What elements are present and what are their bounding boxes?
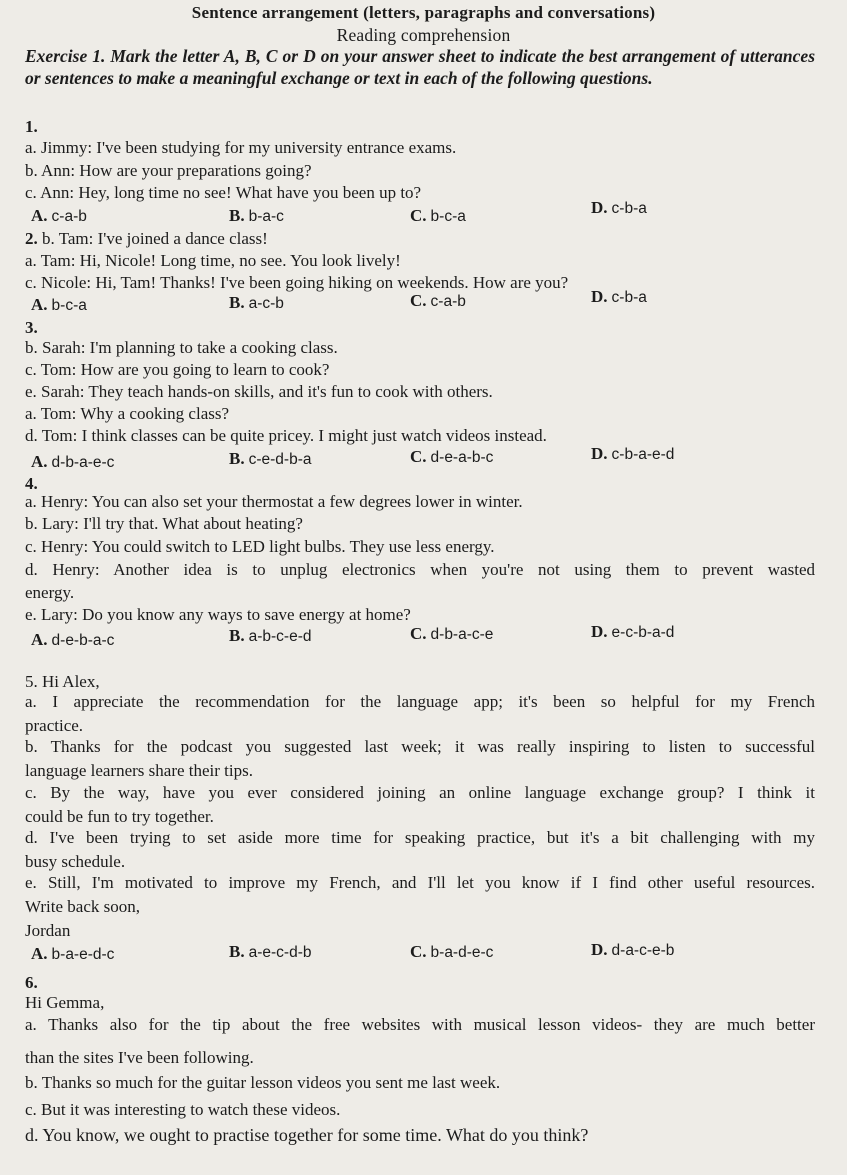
answer-option[interactable]: C. d-b-a-c-e <box>410 624 494 643</box>
answer-option[interactable]: A. d-e-b-a-c <box>31 630 115 649</box>
answer-option[interactable]: B. a-e-c-d-b <box>229 942 312 961</box>
letter-line: could be fun to try together. <box>25 807 214 826</box>
letter-line: c. By the way, have you ever considered joining an online language exchange group? I think it <box>25 783 815 802</box>
answer-option[interactable]: D. d-a-c-e-b <box>591 940 675 959</box>
answer-option[interactable]: D. c-b-a <box>591 198 647 217</box>
utterance-line: a. Tam: Hi, Nicole! Long time, no see. You look lively! <box>25 251 401 270</box>
utterance-line: energy. <box>25 583 75 602</box>
utterance-line: d. Tom: I think classes can be quite pricey. I might just watch videos instead. <box>25 426 547 445</box>
utterance-line: a. Jimmy: I've been studying for my university entrance exams. <box>25 138 457 157</box>
answer-option[interactable]: A. d-b-a-e-c <box>31 452 115 471</box>
utterance-line: c. Nicole: Hi, Tam! Thanks! I've been going hiking on weekends. How are you? <box>25 273 569 292</box>
answer-option[interactable]: D. c-b-a <box>591 287 647 306</box>
answer-option[interactable]: B. a-c-b <box>229 293 284 312</box>
letter-line: d. I've been trying to set aside more time for speaking practice, but it's a bit challenging with my <box>25 828 815 847</box>
answer-option[interactable]: A. b-c-a <box>31 295 87 314</box>
utterance-line: c. Tom: How are you going to learn to cook? <box>25 360 330 379</box>
utterance-line: c. Henry: You could switch to LED light bulbs. They use less energy. <box>25 537 495 556</box>
answer-option[interactable]: C. d-e-a-b-c <box>410 447 494 466</box>
letter-line: d. You know, we ought to practise together for some time. What do you think? <box>25 1125 589 1145</box>
letter-signature: Jordan <box>25 921 71 940</box>
answer-option[interactable]: D. e-c-b-a-d <box>591 622 675 641</box>
letter-line: c. But it was interesting to watch these videos. <box>25 1100 341 1119</box>
letter-line: a. I appreciate the recommendation for the language app; it's been so helpful for my French <box>25 692 815 711</box>
letter-line: language learners share their tips. <box>25 761 253 780</box>
letter-line: a. Thanks also for the tip about the free websites with musical lesson videos- they are much better <box>25 1015 815 1034</box>
utterance-line: a. Tom: Why a cooking class? <box>25 404 230 423</box>
question-number: 1. <box>25 117 38 136</box>
letter-line: than the sites I've been following. <box>25 1048 254 1067</box>
answer-option[interactable]: B. b-a-c <box>229 206 284 225</box>
utterance-line: 2. b. Tam: I've joined a dance class! <box>25 229 268 248</box>
utterance-line: c. Ann: Hey, long time no see! What have you been up to? <box>25 183 422 202</box>
utterance-line: e. Lary: Do you know any ways to save energy at home? <box>25 605 411 624</box>
answer-option[interactable]: B. c-e-d-b-a <box>229 449 312 468</box>
question-number: 6. <box>25 973 38 992</box>
letter-line: e. Still, I'm motivated to improve my French, and I'll let you know if I find other useful resources. <box>25 873 815 892</box>
utterance-line: e. Sarah: They teach hands-on skills, and it's fun to cook with others. <box>25 382 493 401</box>
exercise-instruction: Exercise 1. Mark the letter A, B, C or D on your answer sheet to indicate the best arrangement of utterances or sentences to make a meaningful exchange or text in each of the following questions. <box>25 46 815 88</box>
page-subtitle: Reading comprehension <box>336 25 511 45</box>
answer-option[interactable]: C. c-a-b <box>410 291 466 310</box>
answer-option[interactable]: A. c-a-b <box>31 206 87 225</box>
answer-option[interactable]: C. b-a-d-e-c <box>410 942 494 961</box>
utterance-line: d. Henry: Another idea is to unplug electronics when you're not using them to prevent wasted <box>25 560 815 579</box>
answer-option[interactable]: D. c-b-a-e-d <box>591 444 675 463</box>
utterance-line: b. Sarah: I'm planning to take a cooking class. <box>25 338 338 357</box>
answer-option[interactable]: C. b-c-a <box>410 206 466 225</box>
utterance-line: b. Lary: I'll try that. What about heating? <box>25 514 303 533</box>
page-title: Sentence arrangement (letters, paragraphs and conversations) <box>191 3 656 22</box>
question-number: 4. <box>25 474 38 493</box>
letter-line: busy schedule. <box>25 852 126 871</box>
letter-line: b. Thanks for the podcast you suggested last week; it was really inspiring to listen to successful <box>25 737 815 756</box>
letter-line: b. Thanks so much for the guitar lesson videos you sent me last week. <box>25 1073 501 1092</box>
utterance-line: b. Ann: How are your preparations going? <box>25 161 312 180</box>
answer-option[interactable]: A. b-a-e-d-c <box>31 944 115 963</box>
letter-greeting: 5. Hi Alex, <box>25 672 100 691</box>
answer-option[interactable]: B. a-b-c-e-d <box>229 626 312 645</box>
letter-closing: Write back soon, <box>25 897 140 916</box>
letter-line: practice. <box>25 716 84 735</box>
letter-greeting: Hi Gemma, <box>25 993 105 1012</box>
utterance-line: a. Henry: You can also set your thermostat a few degrees lower in winter. <box>25 492 523 511</box>
question-number: 3. <box>25 318 38 337</box>
